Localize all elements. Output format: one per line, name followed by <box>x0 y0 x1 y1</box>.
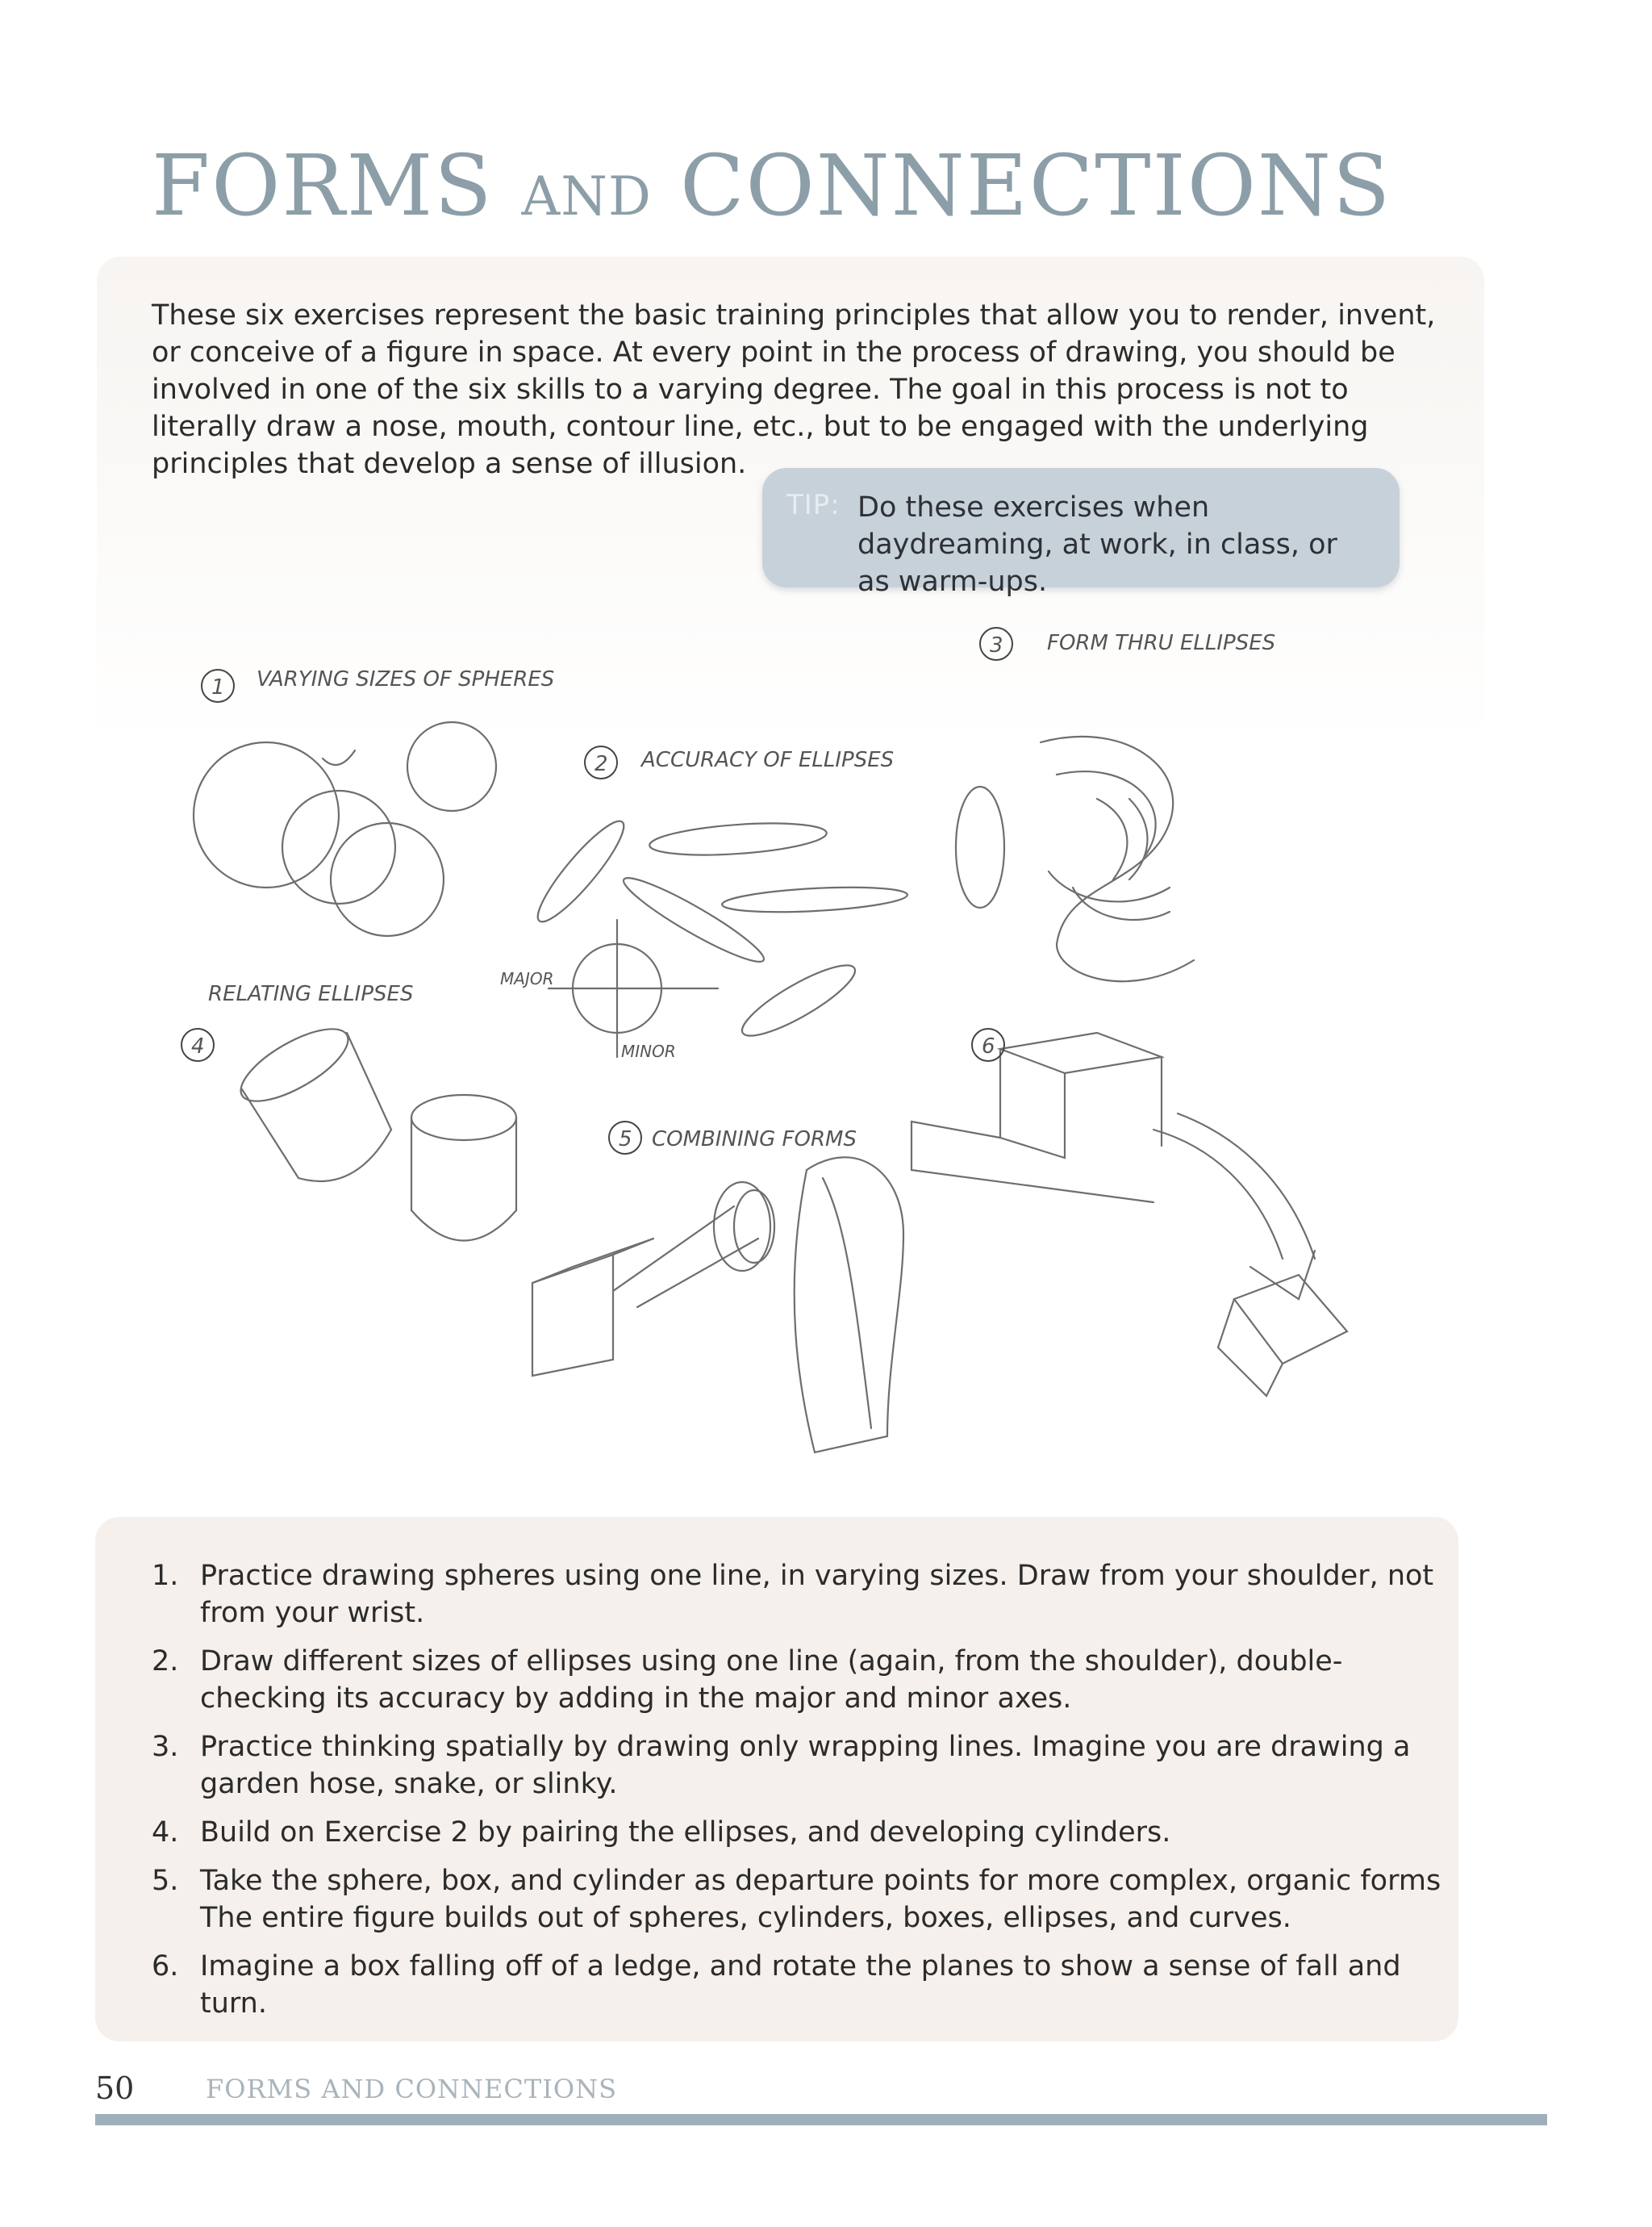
list-item-text: Draw different sizes of ellipses using one line (again, from the shoulder), double-checking its accuracy by adding in the major and minor axes. <box>200 1645 1343 1715</box>
list-item-number: 3. <box>152 1731 179 1763</box>
list-item <box>152 1557 1458 1632</box>
label-num-1: 1 <box>211 675 225 700</box>
title-and: AND <box>521 165 652 228</box>
label-form-ellipses: FORM THRU ELLIPSES <box>1047 631 1276 655</box>
tip-label: TIP: <box>786 489 841 521</box>
title-forms: FORMS <box>152 136 494 235</box>
label-relating: RELATING ELLIPSES <box>208 982 414 1006</box>
sketch-combined <box>532 1157 903 1452</box>
list-item-text: Practice drawing spheres using one line, in varying sizes. Draw from your shoulder, not from your wrist. <box>200 1560 1434 1629</box>
list-item-number: 1. <box>152 1560 179 1592</box>
list-item <box>152 1948 1458 2022</box>
list-item-number: 5. <box>152 1865 179 1897</box>
label-axis-minor: MINOR <box>621 1042 676 1061</box>
list-item-number: 4. <box>152 1816 179 1849</box>
label-num-2: 2 <box>594 752 608 776</box>
exercise-list <box>152 1557 1458 2033</box>
list-item-text: Build on Exercise 2 by pairing the ellipses, and developing cylinders. <box>200 1816 1171 1849</box>
list-item-number: 2. <box>152 1645 179 1678</box>
label-spheres: VARYING SIZES OF SPHERES <box>257 667 555 691</box>
list-item-text: Imagine a box falling off of a ledge, and rotate the planes to show a sense of fall and turn. <box>200 1950 1401 2020</box>
page-number: 50 <box>95 2070 135 2106</box>
list-item <box>152 1728 1458 1803</box>
sketch-ellipses <box>528 813 908 1057</box>
sketch-cylinders <box>231 1015 516 1240</box>
label-axis-major: MAJOR <box>500 969 554 988</box>
sketch-hose <box>956 737 1194 981</box>
label-combining: COMBINING FORMS <box>652 1127 857 1151</box>
label-num-5: 5 <box>619 1127 632 1151</box>
sketch-box-falling <box>912 1033 1347 1396</box>
label-num-3: 3 <box>990 633 1003 658</box>
sketch-spheres <box>194 722 496 936</box>
label-num-4: 4 <box>191 1034 205 1059</box>
title-connections: CONNECTIONS <box>679 136 1392 235</box>
list-item <box>152 1643 1458 1717</box>
list-item-text: Practice thinking spatially by drawing only wrapping lines. Imagine you are drawing a garden hose, snake, or slinky. <box>200 1731 1411 1800</box>
list-item <box>152 1814 1458 1851</box>
label-num-6: 6 <box>982 1034 995 1059</box>
list-item <box>152 1862 1458 1937</box>
list-item-number: 6. <box>152 1950 179 1983</box>
list-item-text: Take the sphere, box, and cylinder as departure points for more complex, organic forms The entire figure builds out of spheres, cylinders, boxes, ellipses, and curves. <box>200 1865 1441 1934</box>
intro-paragraph: These six exercises represent the basic training principles that allow you to render, invent, or conceive of a figure in space. At every point in the process of drawing, you should be involved in one of the six skills to a varying degree. The goal in this process is not to literally draw a nose, mouth, contour line, etc., but to be engaged with the underlying principles that develop a sense of illusion. <box>152 299 1436 480</box>
label-ellipses: ACCURACY OF ELLIPSES <box>641 748 895 772</box>
tip-text: Do these exercises when daydreaming, at work, in class, or as warm-ups. <box>857 491 1337 598</box>
footer-rule <box>95 2114 1547 2125</box>
running-head: FORMS AND CONNECTIONS <box>206 2074 618 2104</box>
